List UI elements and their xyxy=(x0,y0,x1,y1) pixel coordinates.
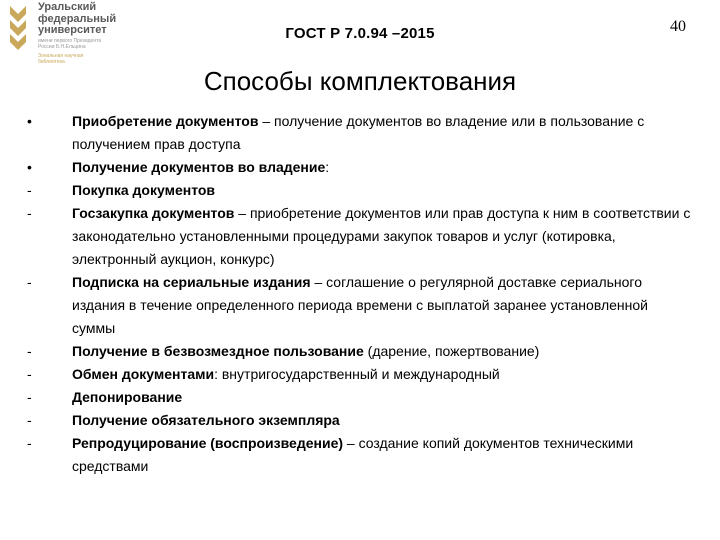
item-term: Депонирование xyxy=(72,389,183,405)
list-item xyxy=(24,179,694,202)
item-text: – соглашение о регулярной доставке сериального издания в течение определенного периода времени с выплатой заранее установленной суммы xyxy=(72,274,648,336)
item-term: Получение документов во владение xyxy=(72,159,326,175)
item-term: Получение обязательного экземпляра xyxy=(72,412,340,428)
item-term: Обмен документами xyxy=(72,366,215,382)
item-term: Госзакупка документов xyxy=(72,205,235,221)
list-item xyxy=(24,110,694,156)
list-item xyxy=(24,363,694,386)
university-name: Уральский федеральный университет xyxy=(38,1,117,36)
list-marker: - xyxy=(27,274,32,290)
library-name-1: Зональная научная xyxy=(38,52,84,59)
university-subtitle-1: имени первого Президента xyxy=(38,37,102,44)
item-term: Репродуцирование (воспроизведение) xyxy=(72,435,344,451)
item-text: – получение документов во владение или в пользование с получением прав доступа xyxy=(72,113,645,152)
standard-header: ГОСТ Р 7.0.94 –2015 xyxy=(285,25,435,42)
item-text: – создание копий документов техническими средствами xyxy=(72,435,634,474)
list-item xyxy=(24,432,694,478)
list-marker: - xyxy=(27,343,32,359)
item-text: (дарение, пожертвование) xyxy=(363,343,540,359)
list-marker: - xyxy=(27,412,32,428)
list-marker: - xyxy=(27,366,32,382)
university-subtitle-2: России Б.Н.Ельцина xyxy=(38,43,86,50)
item-term: Получение в безвозмездное пользование xyxy=(72,343,364,359)
list-marker: • xyxy=(27,113,32,129)
list-marker: - xyxy=(27,205,32,221)
list-marker: • xyxy=(27,159,32,175)
slide-title: Способы комплектования xyxy=(203,66,517,96)
list-marker: - xyxy=(27,389,32,405)
acquisition-methods-list xyxy=(24,110,694,478)
list-marker: - xyxy=(27,182,32,198)
list-item xyxy=(24,386,694,409)
list-item xyxy=(24,340,694,363)
list-item xyxy=(24,271,694,340)
item-term: Подписка на сериальные издания xyxy=(72,274,311,290)
slide-number: 40 xyxy=(670,18,686,35)
list-item xyxy=(24,409,694,432)
list-item xyxy=(24,156,694,179)
list-marker: - xyxy=(27,435,32,451)
item-text: – приобретение документов или прав доступа к ним в соответствии с законодательно установленными процедурами закупок товаров и услуг (котировка, электронный аукцион, конкурс) xyxy=(72,205,691,267)
item-text: : xyxy=(325,159,330,175)
item-text: : внутригосударственный и международный xyxy=(214,366,500,382)
item-term: Покупка документов xyxy=(72,182,216,198)
library-name-2: библиотека xyxy=(38,58,65,65)
list-item xyxy=(24,202,694,271)
item-term: Приобретение документов xyxy=(72,113,259,129)
